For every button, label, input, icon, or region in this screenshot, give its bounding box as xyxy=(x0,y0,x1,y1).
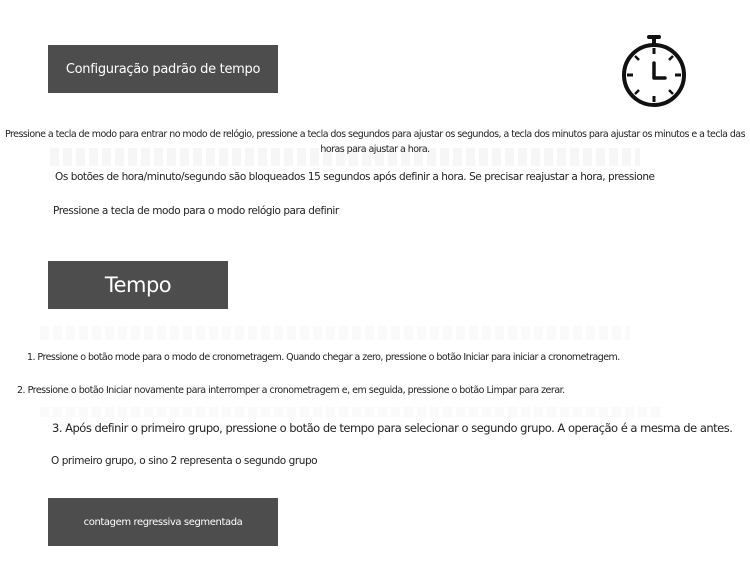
tempo-step-4: O primeiro grupo, o sino 2 representa o segundo grupo xyxy=(51,455,318,467)
config-paragraph-1: Pressione a tecla de modo para entrar no modo de relógio, pressione a tecla dos segundos para ajustar os segundos, a tecla dos minutos para ajustar os minutos e a tecla das horas para ajustar a hora. xyxy=(5,129,745,155)
tempo-section-title: Tempo xyxy=(104,273,172,297)
faded-background-text xyxy=(40,407,660,417)
countdown-section-title: contagem regressiva segmentada xyxy=(83,516,243,528)
countdown-section-banner xyxy=(48,498,278,546)
config-section-banner xyxy=(48,45,278,93)
tempo-step-2: 2. Pressione o botão Iniciar novamente para interromper a cronometragem e, em seguida, pressione o botão Limpar para zerar. xyxy=(17,385,565,396)
faded-background-text xyxy=(40,326,630,340)
tempo-step-3: 3. Após definir o primeiro grupo, pressione o botão de tempo para selecionar o segundo grupo. A operação é a mesma de antes. xyxy=(52,421,733,435)
stopwatch-icon xyxy=(620,34,688,110)
tempo-section-banner xyxy=(48,261,228,309)
config-paragraph-2: Os botões de hora/minuto/segundo são bloqueados 15 segundos após definir a hora. Se precisar reajustar a hora, pressione xyxy=(55,171,655,183)
tempo-step-1: 1. Pressione o botão mode para o modo de cronometragem. Quando chegar a zero, pressione o botão Iniciar para iniciar a cronometragem. xyxy=(27,352,620,363)
config-section-title: Configuração padrão de tempo xyxy=(65,61,261,77)
config-paragraph-3: Pressione a tecla de modo para o modo relógio para definir xyxy=(53,205,339,217)
